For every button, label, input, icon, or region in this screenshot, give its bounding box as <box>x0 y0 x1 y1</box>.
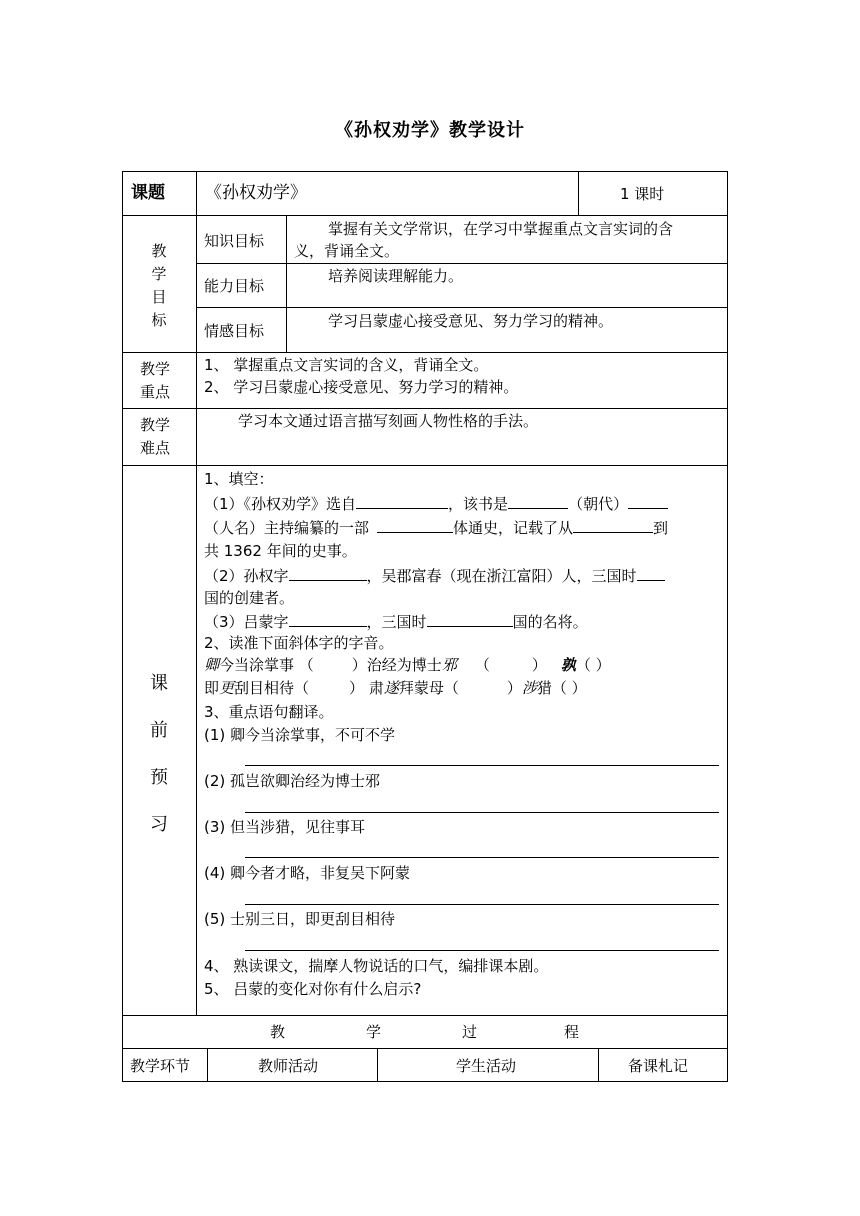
row-divider <box>122 408 728 409</box>
q1-2-line <box>204 566 665 585</box>
row-divider <box>122 1048 728 1049</box>
goal-text-emotion: 学习吕蒙虚心接受意见、努力学习的精神。 <box>328 312 614 330</box>
blank[interactable] <box>427 612 513 627</box>
q1-1-text: （人名）主持编纂的一部 <box>204 519 370 537</box>
goal-name-emotion: 情感目标 <box>204 322 265 340</box>
q1-3-text: 国的名将。 <box>512 613 588 631</box>
hours-value: 1 课时 <box>620 185 665 203</box>
q2-text: 刮目相待（ <box>234 679 310 697</box>
q2-title: 2、读准下面斜体字的字音。 <box>204 634 394 652</box>
difficult-label: 难点 <box>140 439 171 457</box>
sentence-5: (5) 士别三日，即更刮目相待 <box>204 910 396 928</box>
q1-2-text: （2）孙权字 <box>204 567 289 585</box>
col-divider <box>377 1048 378 1082</box>
q1-title: 1、填空： <box>204 470 274 488</box>
q1-1-line3: 共 1362 年间的史事。 <box>204 542 357 560</box>
italic-char: 卿 <box>204 656 220 674</box>
topic-label: 课题 <box>131 183 165 203</box>
q1-3-text: （3）吕蒙字 <box>204 613 289 631</box>
italic-char: 邪 <box>441 656 457 674</box>
q1-2-text: ，吴郡富春（现在浙江富阳）人，三国时 <box>366 567 637 585</box>
row-divider <box>122 1015 728 1016</box>
italic-char: 孰 <box>560 656 576 674</box>
col-header-stage: 教学环节 <box>130 1057 191 1075</box>
process-char: 学 <box>366 1023 382 1041</box>
goal-text-knowledge-cont: 义，背诵全文。 <box>294 242 400 260</box>
q2-text: （ <box>474 656 490 674</box>
page-title: 《孙权劝学》教学设计 <box>335 120 525 141</box>
goals-label <box>122 240 196 332</box>
preview-label-char: 课 <box>150 673 168 694</box>
process-char: 程 <box>564 1023 580 1041</box>
row-divider <box>122 352 728 353</box>
row-divider <box>196 307 728 308</box>
blank[interactable] <box>637 566 665 581</box>
key-points-label: 教学 <box>140 360 171 378</box>
col-divider <box>207 1048 208 1082</box>
blank[interactable] <box>289 566 367 581</box>
row-divider <box>122 465 728 466</box>
q1-1-text: 到 <box>653 519 669 537</box>
col-header-notes: 备课札记 <box>628 1057 689 1075</box>
q2-text: 今当涂掌事 （ <box>219 656 314 674</box>
topic-value: 《孙权劝学》 <box>205 183 307 203</box>
q1-1-line2 <box>204 518 668 537</box>
q2-text: ） <box>531 656 547 674</box>
answer-line[interactable] <box>245 904 719 905</box>
italic-char: 遂 <box>383 679 399 697</box>
italic-char: 更 <box>219 679 235 697</box>
preview-label-char: 前 <box>150 720 168 741</box>
q1-1-text: （1）《孙权劝学》选自 <box>204 495 357 513</box>
q1-1-line <box>204 494 668 513</box>
key-points-label: 重点 <box>140 383 171 401</box>
blank[interactable] <box>628 494 668 509</box>
sentence-1: (1) 卿今当涂掌事，不可不学 <box>204 726 396 744</box>
goals-label-char: 教 <box>151 242 167 260</box>
col-header-teacher: 教师活动 <box>258 1057 319 1075</box>
q4: 4、 熟读课文，揣摩人物说话的口气，编排课本剧。 <box>204 957 549 975</box>
answer-line[interactable] <box>245 950 719 951</box>
preview-label-char: 预 <box>150 767 168 788</box>
q1-3-line <box>204 612 588 631</box>
q2-text: ）治经为博士 <box>351 656 442 674</box>
goal-text-ability: 培养阅读理解能力。 <box>328 267 464 285</box>
preview-label-char: 习 <box>150 814 168 835</box>
q1-2-line2: 国的创建者。 <box>204 589 295 607</box>
goal-text-knowledge: 掌握有关文学常识，在学习中掌握重点文言实词的含 <box>328 220 674 238</box>
col-divider <box>196 171 197 1015</box>
col-divider <box>598 1048 599 1082</box>
answer-line[interactable] <box>245 812 719 813</box>
blank[interactable] <box>573 518 653 533</box>
q5: 5、 吕蒙的变化对你有什么启示? <box>204 980 422 998</box>
q2-row2 <box>204 679 587 697</box>
key-point-item: 2、 学习吕蒙虚心接受意见、努力学习的精神。 <box>204 378 519 396</box>
answer-line[interactable] <box>245 765 719 766</box>
q3-title: 3、重点语句翻译。 <box>204 703 334 721</box>
q2-text: （ ） <box>575 656 611 674</box>
q2-text: ） 肃 <box>349 679 384 697</box>
q2-row1 <box>204 656 611 674</box>
goal-name-knowledge: 知识目标 <box>204 232 265 250</box>
q1-3-text: ，三国时 <box>366 613 427 631</box>
goal-name-ability: 能力目标 <box>204 277 265 295</box>
difficult-text: 学习本文通过语言描写刻画人物性格的手法。 <box>238 412 539 430</box>
blank[interactable] <box>377 518 453 533</box>
goals-label-char: 学 <box>151 265 167 283</box>
q2-text: 即 <box>204 679 220 697</box>
q1-1-text: 体通史，记载了从 <box>453 519 574 537</box>
q1-1-text: ，该书是 <box>448 495 509 513</box>
blank[interactable] <box>508 494 568 509</box>
process-char: 过 <box>462 1023 478 1041</box>
process-char: 教 <box>270 1023 286 1041</box>
blank[interactable] <box>289 612 367 627</box>
q1-1-text: （朝代） <box>568 495 629 513</box>
row-divider <box>196 263 728 264</box>
col-header-student: 学生活动 <box>456 1057 517 1075</box>
col-divider <box>286 215 287 352</box>
goals-label-char: 标 <box>151 311 167 329</box>
sentence-2: (2) 孤岂欲卿治经为博士邪 <box>204 772 381 790</box>
col-divider <box>578 171 579 215</box>
key-point-item: 1、 掌握重点文言实词的含义，背诵全文。 <box>204 356 489 374</box>
q2-text: 拜蒙母（ <box>398 679 459 697</box>
blank[interactable] <box>356 494 448 509</box>
q2-text: ） <box>506 679 522 697</box>
difficult-label: 教学 <box>140 416 171 434</box>
goals-label-char: 目 <box>151 288 167 306</box>
sentence-4: (4) 卿今者才略，非复吴下阿蒙 <box>204 864 411 882</box>
q2-text: 猎（ ） <box>536 679 587 697</box>
sentence-3: (3) 但当涉猎，见往事耳 <box>204 818 366 836</box>
row-divider <box>122 215 728 216</box>
preview-label <box>122 660 196 848</box>
answer-line[interactable] <box>245 857 719 858</box>
italic-char: 涉 <box>521 679 537 697</box>
